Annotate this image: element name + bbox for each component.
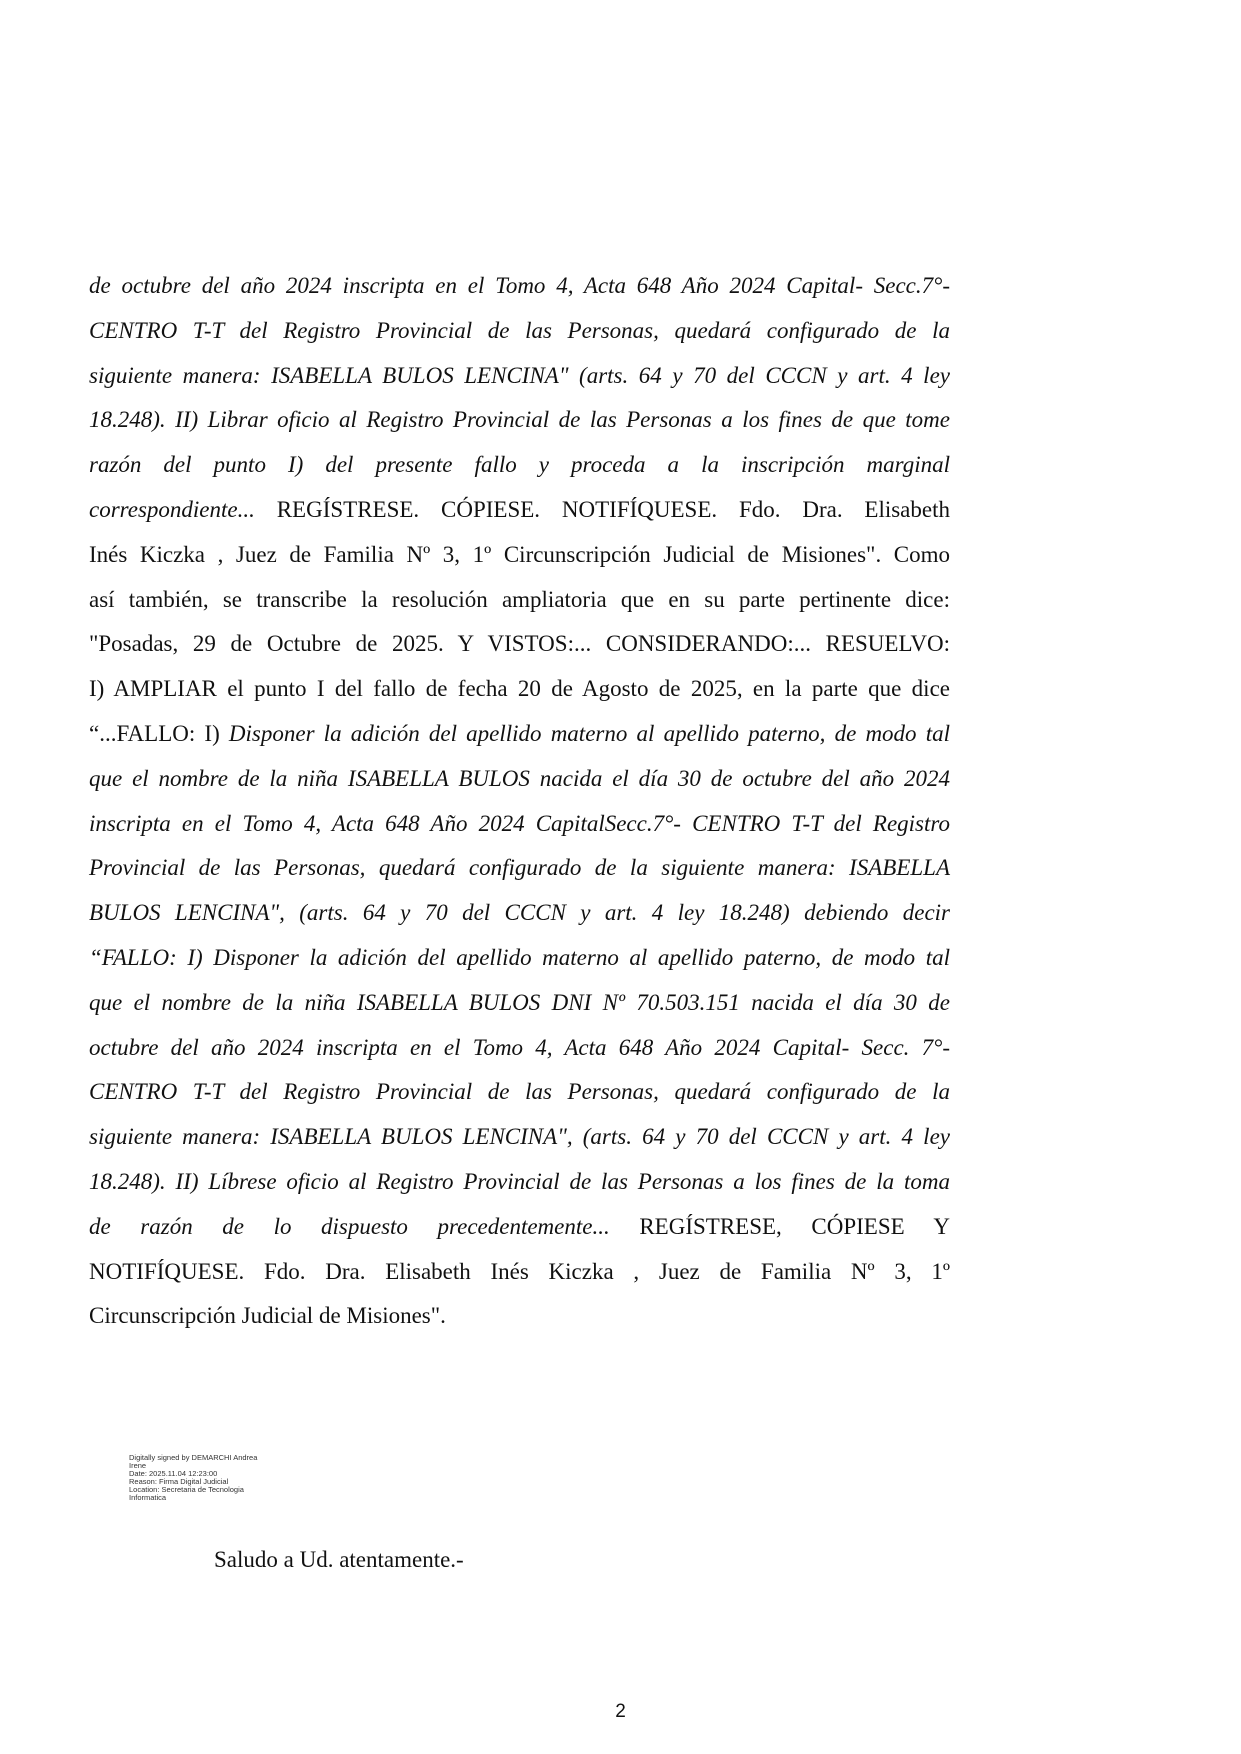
italic-text-segment: que el nombre de la niña ISABELLA BULOS nacida el día 30 de octubre del año 2024: [89, 765, 950, 791]
text-line: [89, 985, 950, 1021]
text-line: [89, 1119, 950, 1155]
text-line: [89, 313, 950, 349]
text-line: [89, 1074, 950, 1110]
text-segment: NOTIFÍQUESE. Fdo. Dra. Elisabeth Inés Kiczka , Juez de Familia Nº 3, 1º: [89, 1258, 950, 1284]
closing-salutation: Saludo a Ud. atentamente.-: [214, 1547, 464, 1572]
italic-text-segment: siguiente manera: ISABELLA BULOS LENCINA", (arts. 64 y 70 del CCCN y art. 4 ley: [89, 1124, 950, 1150]
text-line: [89, 402, 950, 438]
text-line: [89, 358, 950, 394]
digital-signature-stamp: [129, 1454, 304, 1502]
text-segment: Inés Kiczka , Juez de Familia Nº 3, 1º Circunscripción Judicial de Misiones". Como: [89, 541, 950, 567]
text-line: [89, 1209, 950, 1245]
italic-text-segment: siguiente manera: ISABELLA BULOS LENCINA" (arts. 64 y 70 del CCCN y art. 4 ley: [89, 362, 950, 388]
text-line: [89, 806, 950, 842]
text-line: [89, 1164, 950, 1200]
signature-line: Reason: Firma Digital Judicial: [129, 1477, 229, 1486]
text-line: [89, 447, 950, 483]
italic-text-segment: correspondiente...: [89, 497, 277, 522]
text-line: [89, 1254, 950, 1290]
italic-text-segment: Provincial de las Personas, quedará configurado de la siguiente manera: ISABELLA: [89, 855, 950, 881]
italic-text-segment: inscripta en el Tomo 4, Acta 648 Año 2024 CapitalSecc.7°- CENTRO T-T del Registro: [89, 810, 950, 836]
italic-text-segment: Disponer la adición del apellido materno al apellido paterno, de modo tal: [228, 721, 950, 746]
italic-text-segment: de octubre del año 2024 inscripta en el Tomo 4, Acta 648 Año 2024 Capital- Secc.7°-: [89, 273, 950, 298]
text-line: [89, 761, 950, 797]
text-line: [89, 671, 950, 707]
text-line: [89, 268, 950, 304]
text-line: [89, 850, 950, 886]
italic-text-segment: razón del punto I) del presente fallo y proceda a la inscripción marginal: [89, 452, 950, 478]
italic-text-segment: CENTRO T-T del Registro Provincial de las Personas, quedará configurado de la: [89, 317, 950, 343]
signature-line: Digitally signed by DEMARCHI Andrea: [129, 1453, 258, 1462]
text-line: [89, 1298, 950, 1334]
text-segment: "Posadas, 29 de Octubre de 2025. Y VISTOS:... CONSIDERANDO:... RESUELVO:: [89, 631, 950, 657]
text-segment: REGÍSTRESE, CÓPIESE Y: [639, 1213, 951, 1239]
text-segment: Circunscripción Judicial de Misiones".: [89, 1303, 446, 1329]
italic-text-segment: BULOS LENCINA", (arts. 64 y 70 del CCCN y art. 4 ley 18.248) debiendo decir: [89, 900, 950, 926]
signature-line: Date: 2025.11.04 12:23:00: [129, 1469, 218, 1478]
text-line: [89, 940, 950, 976]
text-line: [89, 582, 950, 618]
text-line: [89, 1030, 950, 1066]
text-line: [89, 716, 950, 752]
signature-line: Informatica: [129, 1493, 167, 1502]
text-segment: “...FALLO: I): [89, 721, 229, 746]
italic-text-segment: CENTRO T-T del Registro Provincial de las Personas, quedará configurado de la: [89, 1079, 950, 1105]
italic-text-segment: 18.248). II) Librar oficio al Registro Provincial de las Personas a los fines de que tome: [89, 407, 950, 433]
text-line: [89, 537, 950, 573]
signature-line: Irene: [129, 1461, 147, 1470]
text-line: [89, 626, 950, 662]
italic-text-segment: de razón de lo dispuesto precedentemente...: [89, 1213, 640, 1239]
italic-text-segment: “FALLO: I) Disponer la adición del apellido materno al apellido paterno, de modo tal: [89, 945, 950, 970]
italic-text-segment: que el nombre de la niña ISABELLA BULOS DNI Nº 70.503.151 nacida el día 30 de: [89, 989, 950, 1015]
text-line: [89, 895, 950, 931]
text-segment: así también, se transcribe la resolución ampliatoria que en su parte pertinente dice:: [89, 586, 950, 612]
text-segment: I) AMPLIAR el punto I del fallo de fecha 20 de Agosto de 2025, en la parte que dice: [89, 676, 950, 702]
text-segment: REGÍSTRESE. CÓPIESE. NOTIFÍQUESE. Fdo. Dra. Elisabeth: [276, 497, 950, 522]
text-line: [89, 492, 950, 528]
signature-line: Location: Secretaria de Tecnologia: [129, 1485, 244, 1494]
italic-text-segment: octubre del año 2024 inscripta en el Tomo 4, Acta 648 Año 2024 Capital- Secc. 7°-: [89, 1034, 950, 1060]
italic-text-segment: 18.248). II) Líbrese oficio al Registro Provincial de las Personas a los fines de la toma: [89, 1169, 950, 1194]
page-number: 2: [615, 1701, 626, 1722]
